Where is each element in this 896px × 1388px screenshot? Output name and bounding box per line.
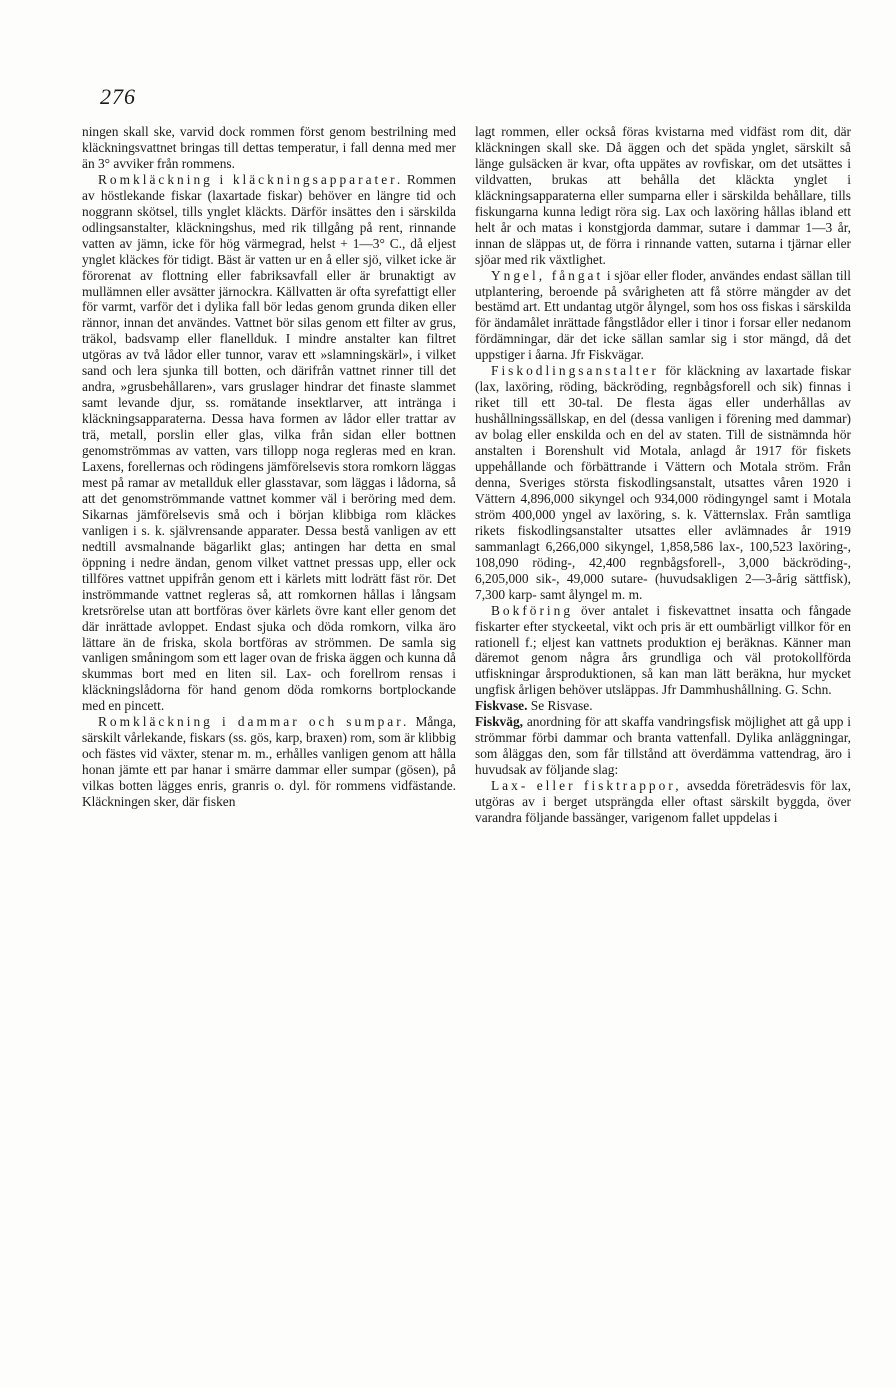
- paragraph-text: lagt rommen, eller också föras kvistarna med vidfäst rom dit, där kläckningen skall ske. Då äggen och det späda ynglet, särskilt så länge gulsäcken är kvar, ofta uppätes av rovfiskar, om det utsättes i vildvatten, brukas att behålla det kläckta ynglet i kläckningsapparaterna eller sumparna eller i särskilda behållare, tills fiskungarna kunna ledigt röra sig. Lax och laxöring hållas ibland ett helt år och matas i konstgjorda dammar, sutare i dammar 1—3 år, innan de släppas ut, de förra i rinnande vatten, sutarna i tjärnar eller sjöar med rik växtlighet.: [475, 124, 851, 267]
- paragraph: [475, 778, 851, 826]
- paragraph-text: anordning för att skaffa vandringsfisk möjlighet att gå upp i strömmar förbi dammar och branta vattenfall. Dylika anläggningar, som åläggas den, som får tillstånd att överdämma vattendrag, äro i huvudsak av följande slag:: [475, 714, 851, 778]
- paragraph: [475, 124, 851, 268]
- entry-paragraph: [475, 698, 851, 714]
- paragraph: [475, 268, 851, 364]
- paragraph: [475, 603, 851, 699]
- paragraph: [82, 172, 456, 714]
- paragraph-text: i sjöar eller floder, användes endast sällan till utplantering, beroende på svårigheten att få större mängder av det bestämd art. Ett undantag utgör ålyngel, som hos oss fiskas i särskilda för ändamålet inrättade fångstlådor eller i tinor i forsar eller nedanom fördämningar, där det icke sällan samlar sig i stor mängd, då det uppstiger i åarna. Jfr Fiskvägar.: [475, 267, 851, 363]
- section-heading: Yngel, fångat: [491, 267, 604, 283]
- entry-headword: Fiskväg,: [475, 714, 523, 730]
- paragraph-text: avsedda företrädesvis för lax, utgöras av i berget utsprängda eller oftast särskilt byggda, över varandra följande bassänger, varigenom fallet uppdelas i: [475, 778, 852, 825]
- left-column: [82, 124, 456, 810]
- entry-headword: Fiskvase.: [475, 698, 528, 714]
- section-heading: Bokföring: [491, 602, 574, 618]
- paragraph-text: Se Risvase.: [527, 698, 593, 714]
- paragraph-text: över antalet i fiskevattnet insatta och fångade fiskarter efter styckeetal, vikt och pris är ett oumbärligt villkor för en rationell f.; eljest kan vattnets produktion ej beräknas. Känner man däremot genom några års grundliga och väl protokollförda utfiskningar årsproduktionen, så kan man lätt beräkna, hur mycket ungfisk årligen behöver utsläppas. Jfr Dammhushållning. G. Schn.: [475, 602, 851, 698]
- section-heading: Romkläckning i kläckningsapparater.: [98, 171, 404, 187]
- entry-paragraph: [475, 714, 851, 778]
- paragraph: [82, 124, 456, 172]
- page-number: 276: [100, 84, 136, 109]
- paragraph-text: Rommen av höstlekande fiskar (laxartade fiskar) behöver en längre tid och noggrann skötsel, tills ynglet kläckts. Därför insättes den i särskilda odlingsanstalter, kläckningshus, med rik tillgång på rent, rinnande vatten av jämn, icke för hög värmegrad, helst + 1—3° C., då eljest ynglet kläckes för tidigt. Bäst är vatten ur en å eller sjö, vilket icke är förorenat av flottning eller fabriksavfall eller är brunaktigt av mullämnen eller avsätter järnockra. Källvatten är ofta syrefattigt eller för varmt, varför det i dylika fall bör ledas genom grunda diken eller rännor, innan det användes. Vattnet bör silas genom ett filter av grus, träkol, badsvamp eller flanellduk. I mindre anstalter kan filtret utgöras av två lådor eller tunnor, varav ett »slamningskärl», i vilket sand och lera sjunka till botten, och därifrån vattnet rinner till det andra, »grusbehållaren», vars gruslager hindrar det finaste slammet samt levande djur, ss. romätande insektlarver, att intränga i kläckningsapparaterna. Dessa hava formen av lådor eller trattar av trä, metall, porslin eller glas, vilka från sidan eller bottnen genomströmmas av vatten, vars tillopp noga regleras med en kran. Laxens, forellernas och rödingens jämförelsevis stora romkorn läggas mest på ramar av metallduk eller glasstavar, som läggas i lådorna, så att det genomströmmande vattnet kommer väl i beröring med dem. Sikarnas jämförelsevis små och i början klibbiga rom kläckes vanligen i s. k. självrensande apparater. Dessa bestå vanligen av ett nedtill avsmalnande bägarlikt glas; antingen har detta en smal öppning i nedre ändan, genom vilket vattnet pressas upp, eller ock tillföres vattnet uppifrån genom ett i kärlets mitt lodrätt fäst rör. Det inströmmande vattnet regleras så, att romkornen hållas i långsam kretsrörelse utan att bortföras över kärlets övre kant eller genom det där inrättade avloppet. Endast sjuka och döda romkorn, vilka äro lättare än de friska, skola bortföras av strömmen. De samla sig vanligen småningom som ett lager ovan de friska äggen och kunna då skummas bort med en liten sil. Lax- och forellrom rensas i kläckningslådorna för hand genom döda romkorns bortplockande med en pincett.: [82, 171, 456, 714]
- paragraph-text: för kläckning av laxartade fiskar (lax, laxöring, röding, bäckröding, regnbågsforell och sik) finnas i riket till ett 30-tal. De flesta ägas eller underhållas av hushållningssällskap, en del (dessa vanligen i förening med dammar) av bolag eller enskilda och en del av staten. Till de sistnämnda hör anstalten i Borenshult vid Motala, anlagd år 1917 för fiskets uppehållande och förbättrande i Vättern och Motala ström. Från denna, Sveriges största fiskodlingsanstalt, utsattes våren 1920 i Vättern 4,896,000 sikyngel och 934,000 rödingyngel samt i Motala ström 400,000 yngel av laxöring, s. k. Vätternslax. Från samtliga rikets fiskodlingsanstalter utsattes eller avlämnades år 1919 sammanlagt 6,266,000 sikyngel, 1,858,586 lax-, 100,523 laxöring-, 108,090 röding-, 42,400 regnbågsforell-, 3,000 bäckröding-, 6,205,000 sik-, 49,000 sutare- (huvudsakligen 2—3-årig sättfisk), 7,300 karp- samt ålyngel m. m.: [475, 363, 851, 602]
- paragraph: [82, 714, 456, 810]
- section-heading: Lax- eller fisktrappor,: [491, 778, 682, 794]
- paragraph-text: ningen skall ske, varvid dock rommen först genom bestrilning med kläckningsvattnet bringas till dettas temperatur, i fall denna med mer än 3° avviker från rommens.: [82, 124, 456, 171]
- right-column: [475, 124, 851, 826]
- paragraph-text: Många, särskilt vårlekande, fiskars (ss. gös, karp, braxen) rom, som är klibbig och fästes vid växter, stenar m. m., erhålles vanligen genom att hålla honan jämte ett par hanar i smärre dammar eller sumpar (gösen), på vilkas botten lägges enris, granris o. dyl. för rommens vidfästande. Kläckningen sker, där fisken: [82, 714, 456, 810]
- section-heading: Fiskodlingsanstalter: [491, 363, 659, 379]
- section-heading: Romkläckning i dammar och sumpar.: [98, 714, 410, 730]
- paragraph: [475, 363, 851, 602]
